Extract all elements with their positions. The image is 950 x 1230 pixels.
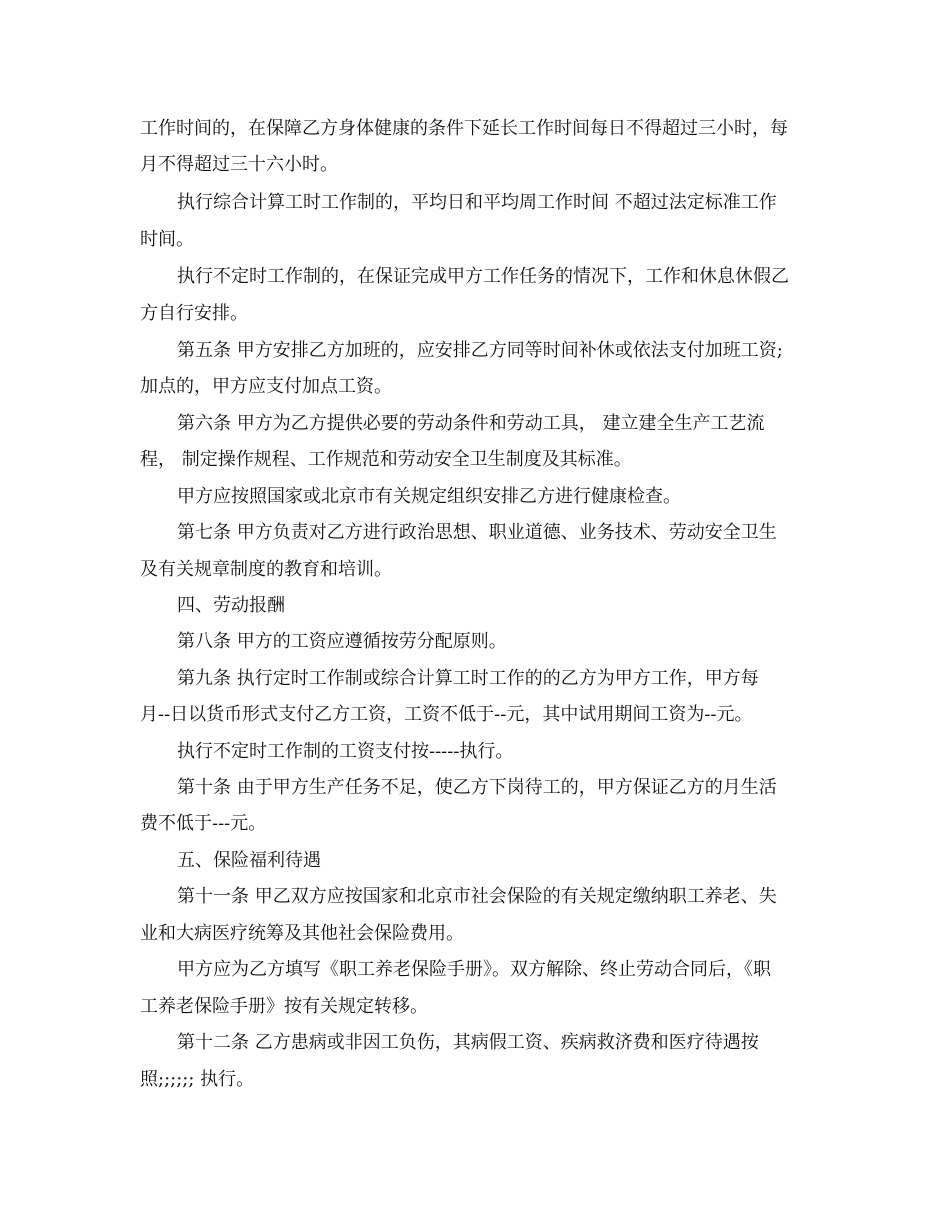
body-text-line: 时间。 — [140, 229, 194, 250]
paragraph-line: 执行综合计算工时工作制的，平均日和平均周工作时间 不超过法定标准工作 — [177, 192, 777, 213]
article-six: 第六条 甲方为乙方提供必要的劳动条件和劳动工具， 建立建全生产工艺流 — [177, 413, 765, 434]
section-heading-labor-pay: 四、劳动报酬 — [177, 595, 285, 616]
body-text-line: 月不得超过三十六小时。 — [140, 154, 338, 175]
body-text-line: 工养老保险手册》按有关规定转移。 — [140, 996, 428, 1017]
body-text-line: 费不低于---元。 — [140, 813, 267, 834]
body-text-line: 照;;;;;; 执行。 — [140, 1069, 255, 1090]
article-five: 第五条 甲方安排乙方加班的，应安排乙方同等时间补休或依法支付加班工资; — [177, 340, 783, 361]
body-text-line: 业和大病医疗统筹及其他社会保险费用。 — [140, 923, 464, 944]
body-text-line: 工作时间的，在保障乙方身体健康的条件下延长工作时间每日不得超过三小时，每 — [140, 118, 788, 139]
paragraph-line: 甲方应为乙方填写《职工养老保险手册》。双方解除、终止劳动合同后，《职 — [177, 959, 771, 980]
paragraph-line: 执行不定时工作制的工资支付按-----执行。 — [177, 741, 514, 762]
paragraph-line: 甲方应按照国家或北京市有关规定组织安排乙方进行健康检查。 — [177, 486, 681, 507]
article-twelve: 第十二条 乙方患病或非因工负伤，其病假工资、疾病救济费和医疗待遇按 — [177, 1032, 759, 1053]
body-text-line: 方自行安排。 — [140, 303, 248, 324]
article-eleven: 第十一条 甲乙双方应按国家和北京市社会保险的有关规定缴纳职工养老、失 — [177, 886, 777, 907]
body-text-line: 及有关规章制度的教育和培训。 — [140, 559, 392, 580]
paragraph-line: 执行不定时工作制的，在保证完成甲方工作任务的情况下，工作和休息休假乙 — [177, 266, 789, 287]
body-text-line: 程， 制定操作规程、工作规范和劳动安全卫生制度及其标准。 — [140, 449, 632, 470]
article-ten: 第十条 由于甲方生产任务不足，使乙方下岗待工的，甲方保证乙方的月生活 — [177, 777, 777, 798]
body-text-line: 加点的，甲方应支付加点工资。 — [140, 376, 392, 397]
body-text-line: 月--日以货币形式支付乙方工资，工资不低于--元，其中试用期间工资为--元。 — [140, 704, 753, 725]
article-nine: 第九条 执行定时工作制或综合计算工时工作的的乙方为甲方工作，甲方每 — [177, 668, 759, 689]
article-seven: 第七条 甲方负责对乙方进行政治思想、职业道德、业务技术、劳动安全卫生 — [177, 522, 777, 543]
article-eight: 第八条 甲方的工资应遵循按劳分配原则。 — [177, 631, 507, 652]
section-heading-insurance: 五、保险福利待遇 — [177, 850, 321, 871]
